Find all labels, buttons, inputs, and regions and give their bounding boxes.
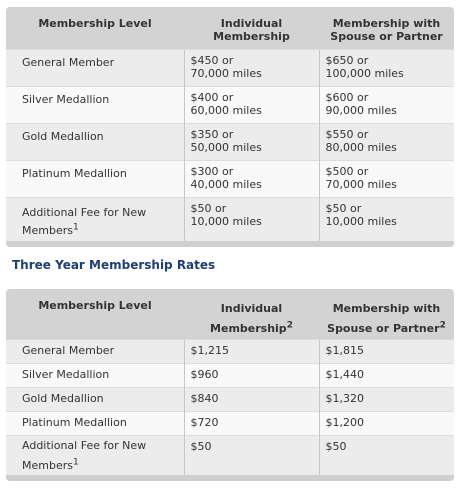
- footnote-marker: 2: [439, 320, 446, 331]
- level-cell: Platinum Medallion: [6, 412, 184, 436]
- spouse-cell: $1,815: [319, 340, 454, 364]
- table-row: [6, 340, 454, 364]
- level-cell: Additional Fee for New Members$^1$: [6, 197, 184, 243]
- individual-cell: $50 or 10,000 miles: [184, 197, 319, 243]
- footnote-marker: 2: [286, 320, 293, 331]
- spouse-cell: $50: [319, 436, 454, 478]
- one-year-rates-panel: [6, 7, 454, 247]
- individual-cell: $720: [184, 412, 319, 436]
- individual-cell: $1,215: [184, 340, 319, 364]
- table-row: [6, 160, 454, 197]
- level-cell: Gold Medallion: [6, 388, 184, 412]
- footnote-marker: 1: [72, 221, 79, 232]
- individual-cell: $840: [184, 388, 319, 412]
- level-cell: Silver Medallion: [6, 86, 184, 123]
- table-row: [6, 412, 454, 436]
- panel-bottom-border: [6, 241, 454, 247]
- spouse-cell: $550 or 80,000 miles: [319, 123, 454, 160]
- level-cell: Platinum Medallion: [6, 160, 184, 197]
- individual-cell: $400 or 60,000 miles: [184, 86, 319, 123]
- level-cell: General Member: [6, 340, 184, 364]
- individual-cell: $350 or 50,000 miles: [184, 123, 319, 160]
- spouse-cell: $1,320: [319, 388, 454, 412]
- table-row: [6, 436, 454, 478]
- three-year-rates-table: [6, 289, 454, 478]
- spouse-cell: $50 or 10,000 miles: [319, 197, 454, 243]
- table-row: [6, 49, 454, 86]
- spouse-cell: $500 or 70,000 miles: [319, 160, 454, 197]
- three-year-rates-panel: [6, 289, 454, 481]
- table-row: [6, 197, 454, 243]
- level-cell: General Member: [6, 49, 184, 86]
- header-spouse-membership: Membership with Spouse or Partner$^2$: [319, 289, 454, 340]
- header-spouse-membership: Membership with Spouse or Partner: [319, 7, 454, 49]
- spouse-cell: $1,200: [319, 412, 454, 436]
- table-header-row: [6, 7, 454, 49]
- level-cell: Gold Medallion: [6, 123, 184, 160]
- level-cell: Additional Fee for New Members$^1$: [6, 436, 184, 478]
- level-cell: Silver Medallion: [6, 364, 184, 388]
- header-membership-level: Membership Level: [6, 7, 184, 49]
- individual-cell: $50: [184, 436, 319, 478]
- header-individual-membership: Individual Membership: [184, 7, 319, 49]
- header-individual-membership: Individual Membership$^2$: [184, 289, 319, 340]
- header-membership-level: Membership Level: [6, 289, 184, 340]
- panel-bottom-border: [6, 475, 454, 481]
- individual-cell: $450 or 70,000 miles: [184, 49, 319, 86]
- individual-cell: $300 or 40,000 miles: [184, 160, 319, 197]
- section-heading: Three Year Membership Rates: [12, 258, 216, 272]
- one-year-rates-table: [6, 7, 454, 243]
- spouse-cell: $1,440: [319, 364, 454, 388]
- table-row: [6, 388, 454, 412]
- table-header-row: [6, 289, 454, 340]
- spouse-cell: $600 or 90,000 miles: [319, 86, 454, 123]
- individual-cell: $960: [184, 364, 319, 388]
- table-row: [6, 364, 454, 388]
- footnote-marker: 1: [72, 457, 79, 468]
- spouse-cell: $650 or 100,000 miles: [319, 49, 454, 86]
- table-row: [6, 123, 454, 160]
- table-row: [6, 86, 454, 123]
